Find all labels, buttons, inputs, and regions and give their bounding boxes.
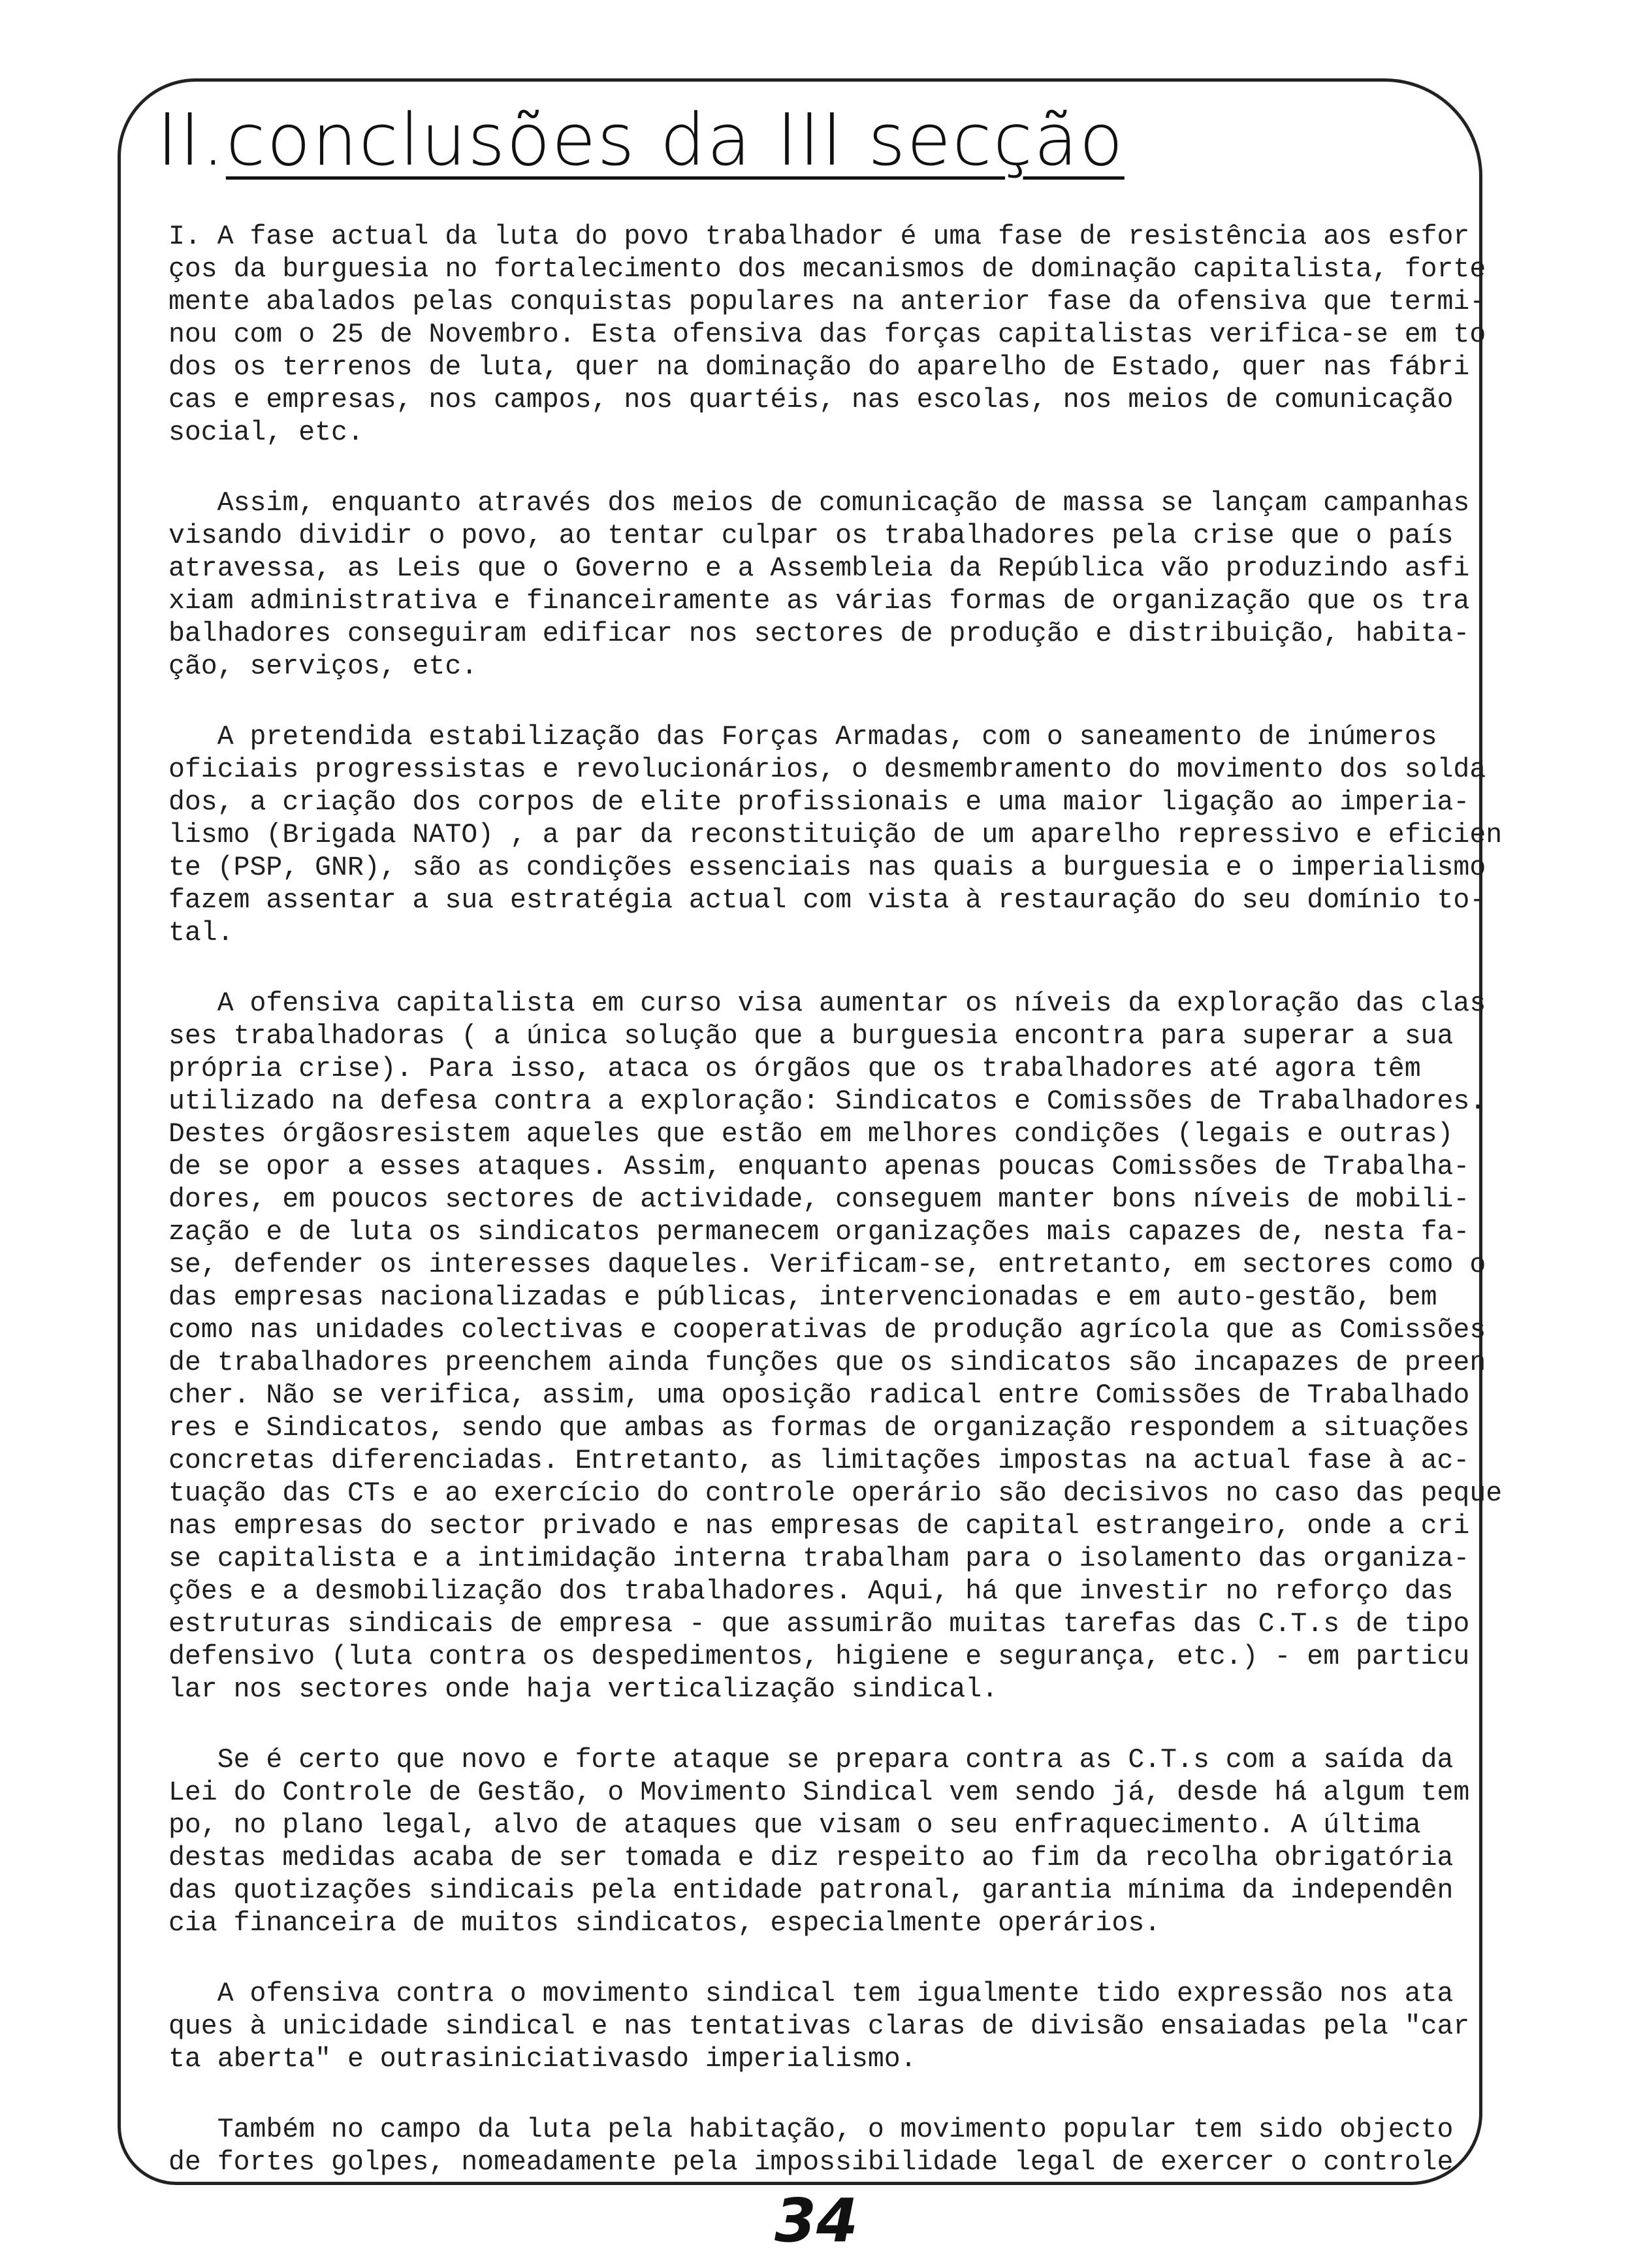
text-line: atravessa, as Leis que o Governo e a Assembleia da República vão produzindo asfi: [168, 553, 1470, 584]
text-line: Lei do Controle de Gestão, o Movimento Sindical vem sendo já, desde há algum tem: [168, 1777, 1470, 1808]
text-line: ços da burguesia no fortalecimento dos mecanismos de dominação capitalista, forte: [168, 254, 1486, 285]
text-line: concretas diferenciadas. Entretanto, as limitações impostas na actual fase à ac-: [168, 1446, 1470, 1476]
paragraph: [168, 221, 1486, 449]
text-line: ção, serviços, etc.: [168, 651, 478, 682]
text-line: de trabalhadores preenchem ainda funções que os sindicatos são incapazes de preen: [168, 1348, 1486, 1378]
text-line: te (PSP, GNR), são as condições essenciais nas quais a burguesia e o imperialismo: [168, 852, 1486, 883]
text-line: nou com o 25 de Novembro. Esta ofensiva das forças capitalistas verifica-se em to: [168, 319, 1486, 350]
text-line: nas empresas do sector privado e nas empresas de capital estrangeiro, onde a cri: [168, 1511, 1470, 1542]
text-line: das quotizações sindicais pela entidade patronal, garantia mínima da independên: [168, 1875, 1454, 1906]
paragraph: [168, 2114, 1454, 2179]
text-line: se capitalista e a intimidação interna trabalham para o isolamento das organiza-: [168, 1544, 1470, 1574]
text-line: cas e empresas, nos campos, nos quartéis, nas escolas, nos meios de comunicação: [168, 385, 1454, 415]
text-line: cia financeira de muitos sindicatos, especialmente operários.: [168, 1908, 1161, 1939]
text-line: dos, a criação dos corpos de elite profissionais e uma maior ligação ao imperia-: [168, 787, 1470, 818]
paragraph: [168, 988, 1503, 1706]
text-line: própria crise). Para isso, ataca os órgãos que os trabalhadores até agora têm: [168, 1054, 1421, 1084]
text-line: po, no plano legal, alvo de ataques que visam o seu enfraquecimento. A última: [168, 1810, 1421, 1841]
text-line: das empresas nacionalizadas e públicas, intervencionadas e em auto-gestão, bem: [168, 1282, 1437, 1313]
text-line: ções e a desmobilização dos trabalhadores. Aqui, há que investir no reforço das: [168, 1576, 1454, 1607]
text-line: ta aberta" e outrasiniciativasdo imperialismo.: [168, 2044, 917, 2075]
text-line: oficiais progressistas e revolucionários, o desmembramento do movimento dos solda: [168, 754, 1486, 785]
text-line: defensivo (luta contra os despedimentos, higiene e segurança, etc.) - em particu: [168, 1642, 1470, 1672]
text-line: dos os terrenos de luta, quer na dominação do aparelho de Estado, quer nas fábri: [168, 352, 1470, 383]
text-line: tuação das CTs e ao exercício do controle operário são decisivos no caso das peque: [168, 1478, 1503, 1509]
section-number: II.: [157, 98, 226, 182]
text-line: lismo (Brigada NATO) , a par da reconstituição de um aparelho repressivo e eficien: [168, 820, 1503, 850]
text-line: de fortes golpes, nomeadamente pela impossibilidade legal de exercer o controle: [168, 2147, 1454, 2178]
text-line: dores, em poucos sectores de actividade, conseguem manter bons níveis de mobili-: [168, 1184, 1470, 1215]
text-line: lar nos sectores onde haja verticalização sindical.: [168, 1674, 999, 1705]
text-line: Se é certo que novo e forte ataque se prepara contra as C.T.s com a saída da: [168, 1745, 1454, 1775]
text-line: Também no campo da luta pela habitação, o movimento popular tem sido objecto: [168, 2114, 1454, 2145]
page-number: 34: [758, 2185, 875, 2257]
text-line: social, etc.: [168, 417, 364, 448]
text-line: utilizado na defesa contra a exploração: Sindicatos e Comissões de Trabalhadores.: [168, 1086, 1486, 1117]
paragraph: [168, 487, 1470, 683]
text-line: balhadores conseguiram edificar nos sectores de produção e distribuição, habita-: [168, 619, 1470, 649]
text-line: se, defender os interesses daqueles. Verificam-se, entretanto, em sectores como o: [168, 1250, 1486, 1280]
text-line: cher. Não se verifica, assim, uma oposição radical entre Comissões de Trabalhado: [168, 1380, 1470, 1411]
text-line: estruturas sindicais de empresa - que assumirão muitas tarefas das C.T.s de tipo: [168, 1609, 1470, 1640]
paragraph: [168, 1978, 1470, 2076]
text-line: destas medidas acaba de ser tomada e diz respeito ao fim da recolha obrigatória: [168, 1843, 1454, 1873]
text-line: ses trabalhadoras ( a única solução que a burguesia encontra para superar a sua: [168, 1021, 1454, 1052]
section-heading: [157, 98, 1125, 182]
section-title: conclusões da III secção: [225, 98, 1125, 182]
text-line: res e Sindicatos, sendo que ambas as formas de organização respondem a situações: [168, 1413, 1470, 1444]
text-line: como nas unidades colectivas e cooperativas de produção agrícola que as Comissões: [168, 1315, 1486, 1346]
text-line: A pretendida estabilização das Forças Armadas, com o saneamento de inúmeros: [168, 722, 1437, 753]
text-line: tal.: [168, 918, 234, 948]
text-line: xiam administrativa e financeiramente as várias formas de organização que os tra: [168, 586, 1470, 617]
text-line: A ofensiva contra o movimento sindical tem igualmente tido expressão nos ata: [168, 1979, 1454, 2009]
paragraph: [168, 721, 1503, 950]
text-line: ques à unicidade sindical e nas tentativas claras de divisão ensaiadas pela "car: [168, 2011, 1470, 2042]
paragraph: [168, 1744, 1470, 1940]
text-line: Destes órgãosresistem aqueles que estão em melhores condições (legais e outras): [168, 1119, 1454, 1150]
text-line: Assim, enquanto através dos meios de comunicação de massa se lançam campanhas: [168, 488, 1470, 519]
text-line: mente abalados pelas conquistas populares na anterior fase da ofensiva que termi-: [168, 287, 1486, 317]
text-line: de se opor a esses ataques. Assim, enquanto apenas poucas Comissões de Trabalha-: [168, 1152, 1470, 1182]
text-line: visando dividir o povo, ao tentar culpar os trabalhadores pela crise que o país: [168, 521, 1454, 551]
document-body: [168, 221, 1503, 2217]
text-line: zação e de luta os sindicatos permanecem organizações mais capazes de, nesta fa-: [168, 1217, 1470, 1248]
text-line: fazem assentar a sua estratégia actual com vista à restauração do seu domínio to-: [168, 885, 1486, 916]
text-line: I. A fase actual da luta do povo trabalhador é uma fase de resistência aos esfor: [168, 221, 1470, 252]
text-line: A ofensiva capitalista em curso visa aumentar os níveis da exploração das clas: [168, 988, 1486, 1019]
